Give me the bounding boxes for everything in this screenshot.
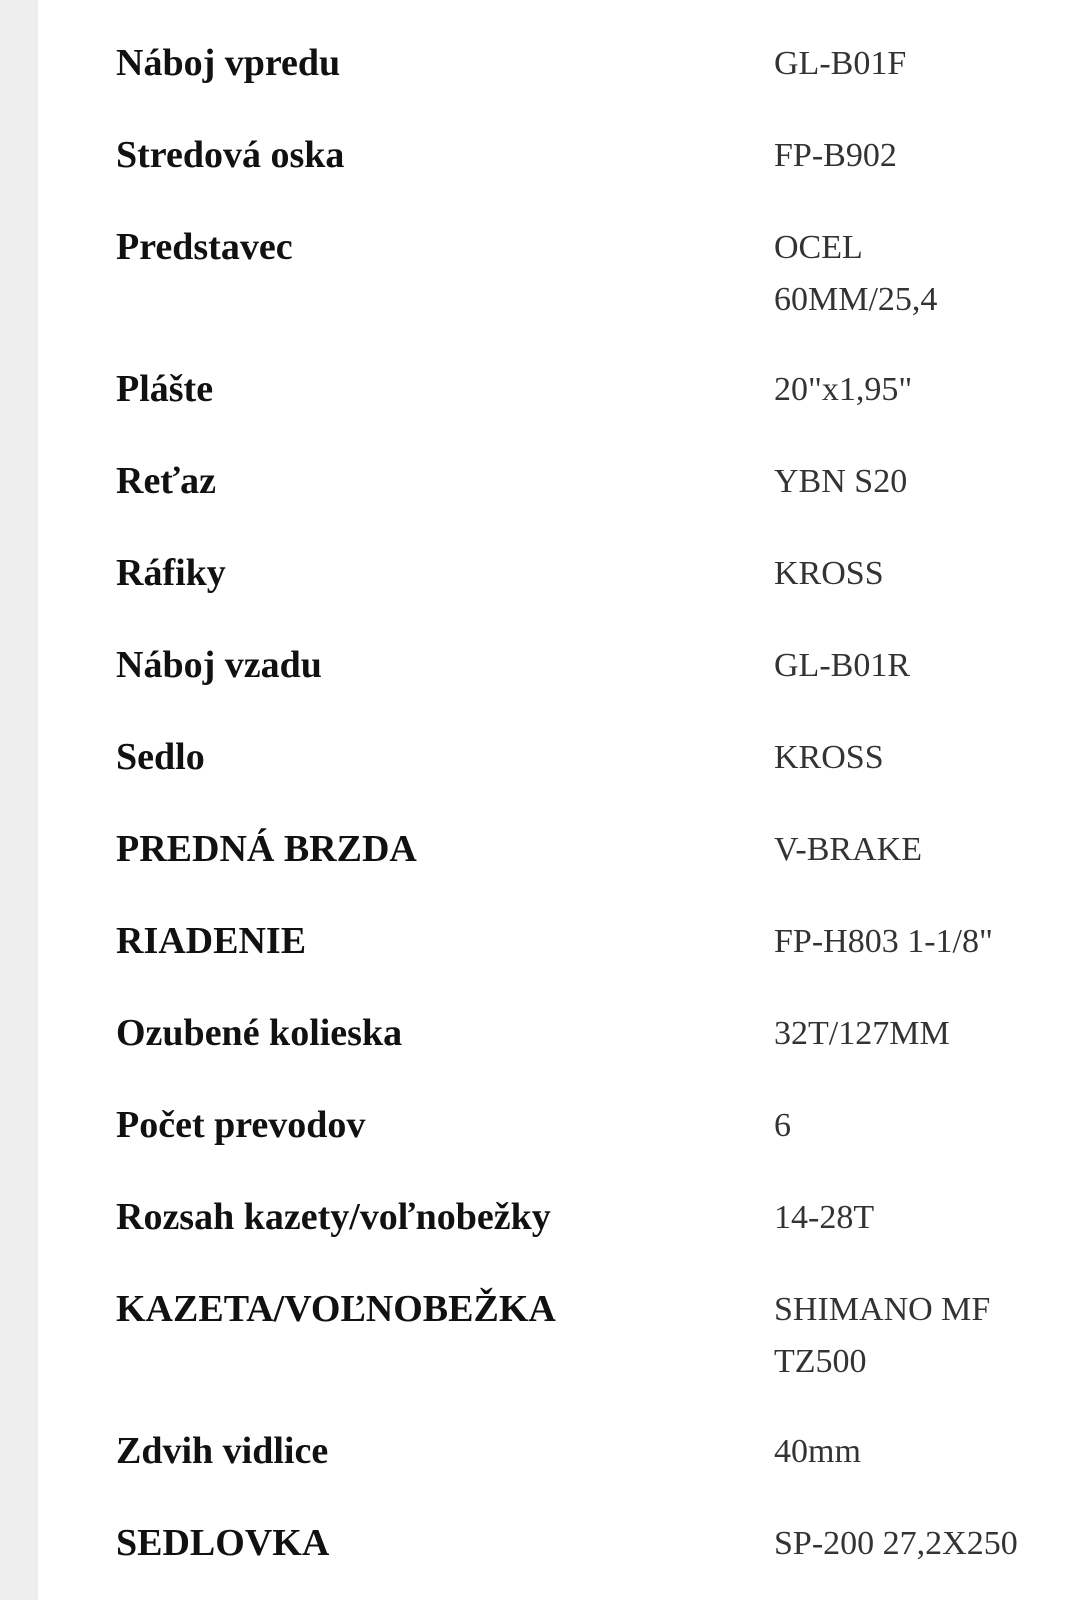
spec-value: SP-200 27,2X250 — [774, 1525, 1018, 1562]
spec-label: Zdvih vidlice — [116, 1430, 329, 1472]
spec-value: 6 — [774, 1107, 791, 1144]
spec-label: PREDNÁ BRZDA — [116, 828, 417, 870]
spec-row-plaste — [116, 326, 1067, 416]
spec-label: Plášte — [116, 368, 214, 410]
spec-value: 32T/127MM — [774, 1015, 950, 1052]
spec-label: SEDLOVKA — [116, 1522, 330, 1564]
spec-row-retaz — [116, 416, 1067, 508]
spec-row-sedlovka — [116, 1478, 1067, 1570]
spec-row-rafiky — [116, 508, 1067, 600]
spec-value: SHIMANO MF TZ500 — [774, 1291, 991, 1380]
spec-label: Ráfiky — [116, 552, 226, 594]
spec-value: GL-B01F — [774, 45, 907, 82]
spec-row-zdvih-vidlice — [116, 1388, 1067, 1478]
spec-value: GL-B01R — [774, 647, 910, 684]
spec-row-predna-brzda — [116, 784, 1067, 876]
spec-value: KROSS — [774, 739, 884, 776]
spec-label: RIADENIE — [116, 920, 307, 962]
spec-label: Sedlo — [116, 736, 205, 778]
spec-label: Ozubené kolieska — [116, 1012, 403, 1054]
spec-label: Rozsah kazety/voľnobežky — [116, 1196, 551, 1238]
spec-row-riadenie — [116, 876, 1067, 968]
spec-value: KROSS — [774, 555, 884, 592]
spec-row-sedlo — [116, 692, 1067, 784]
spec-value: 14-28T — [774, 1199, 875, 1236]
spec-value: FP-H803 1-1/8" — [774, 923, 993, 960]
spec-value: YBN S20 — [774, 463, 908, 500]
spec-label: Stredová oska — [116, 134, 345, 176]
spec-value: 40mm — [774, 1433, 861, 1470]
spec-row-pocet-prevodov — [116, 1060, 1067, 1152]
spec-row-rozsah-kazety — [116, 1152, 1067, 1244]
spec-label: Náboj vzadu — [116, 644, 322, 686]
spec-value: OCEL 60MM/25,4 — [774, 229, 938, 318]
spec-label: Predstavec — [116, 226, 293, 268]
spec-row-stredova-oska — [116, 90, 1067, 182]
spec-label: KAZETA/VOĽNOBEŽKA — [116, 1288, 556, 1330]
spec-value: V-BRAKE — [774, 831, 922, 868]
spec-row-ozubene-kolieska — [116, 968, 1067, 1060]
spec-row-predstavec — [116, 182, 1067, 326]
spec-label: Reťaz — [116, 460, 216, 502]
spec-page — [38, 0, 1067, 1600]
spec-value: 20"x1,95" — [774, 371, 913, 408]
spec-table — [116, 0, 1067, 1570]
spec-label: Náboj vpredu — [116, 42, 341, 84]
spec-row-naboj-vpredu — [116, 0, 1067, 90]
spec-value: FP-B902 — [774, 137, 897, 174]
spec-row-naboj-vzadu — [116, 600, 1067, 692]
spec-label: Počet prevodov — [116, 1104, 366, 1146]
spec-row-kazeta — [116, 1244, 1067, 1388]
